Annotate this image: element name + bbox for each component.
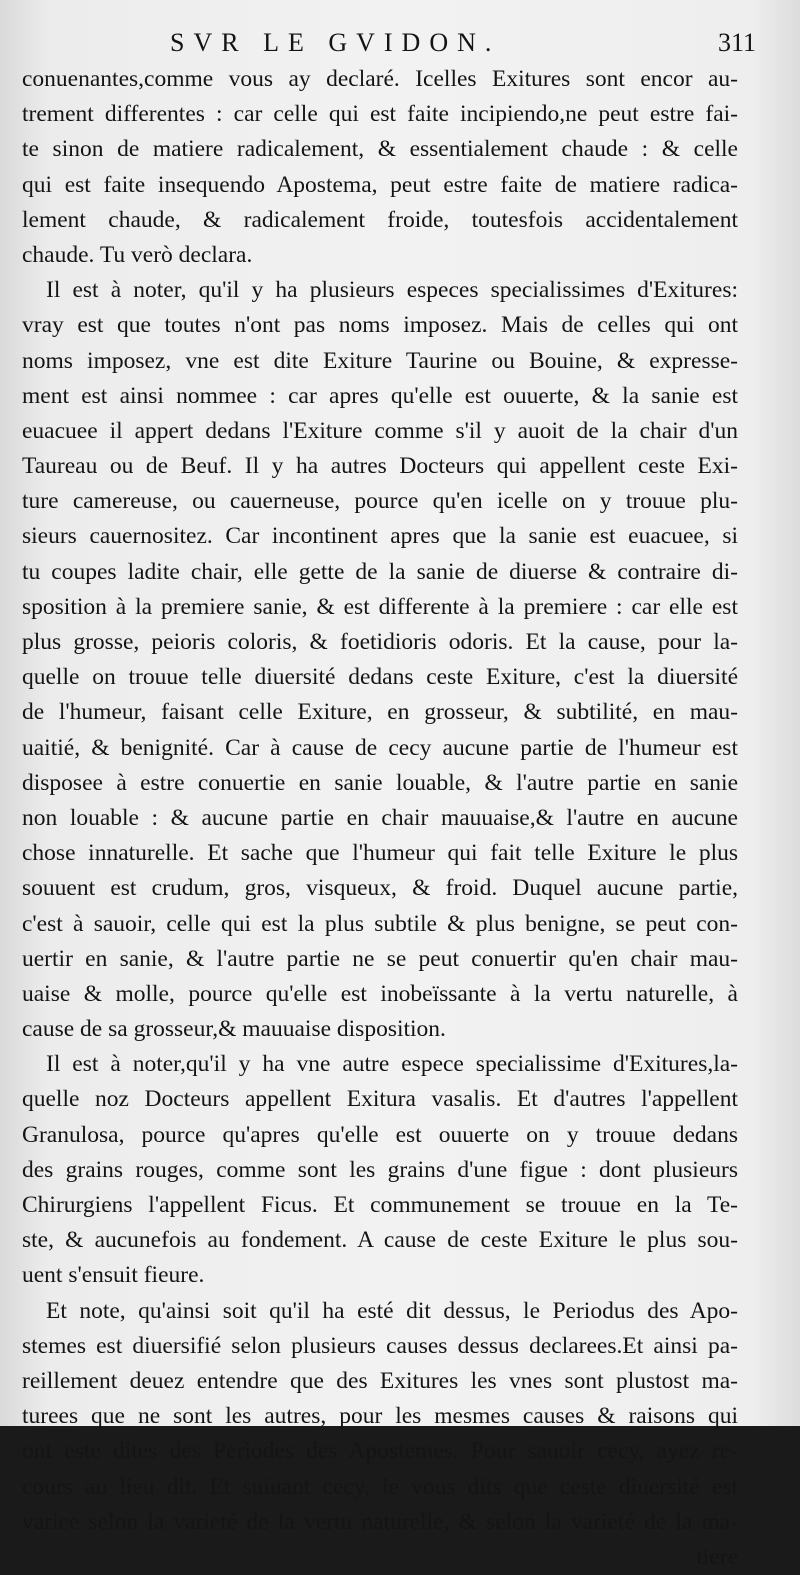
- text-line: sieurs cauernositez. Car incontinent apres que la sanie est euacuee, si: [22, 523, 738, 550]
- text-line: Granulosa, pource qu'apres qu'elle est ouuerte on y trouue dedans: [22, 1121, 738, 1148]
- text-line: turees que ne sont les autres, pour les mesmes causes & raisons qui: [22, 1403, 738, 1430]
- text-line: souuent est crudum, gros, visqueux, & froid. Duquel aucune partie,: [22, 875, 738, 902]
- text-line: Chirurgiens l'appellent Ficus. Et communement se trouue en la Te-: [22, 1192, 738, 1218]
- text-line: uent s'ensuit fieure.: [22, 1262, 205, 1289]
- text-line: sposition à la premiere sanie, & est differente à la premiere : car elle est: [22, 593, 738, 620]
- catchword: tiere: [696, 1543, 738, 1570]
- text-line: euacuee il appert dedans l'Exiture comme s'il y auoit de la chair d'un: [22, 417, 738, 444]
- text-line: ture camereuse, ou cauerneuse, pource qu'en icelle on y trouue plu-: [22, 488, 738, 515]
- text-line: te sinon de matiere radicalement, & essentialement chaude : & celle: [22, 136, 738, 163]
- text-line: reillement deuez entendre que des Exitures les vnes sont plustost ma-: [22, 1367, 738, 1394]
- page-number: 311: [717, 28, 756, 57]
- text-line: c'est à sauoir, celle qui est la plus subtile & plus benigne, se peut con-: [22, 910, 738, 937]
- text-line: Taureau ou de Beuf. Il y ha autres Docteurs qui appellent ceste Exi-: [22, 453, 738, 480]
- text-line: plus grosse, peioris coloris, & foetidioris odoris. Et la cause, pour la-: [22, 629, 738, 655]
- text-line: disposee à estre conuertie en sanie louable, & l'autre partie en sanie: [22, 769, 738, 796]
- text-line: ont este dites des Periodes des Apostemes. Pour sauoir cecy, ayez re-: [22, 1438, 738, 1465]
- text-line: uaitié, & benignité. Car à cause de cecy aucune partie de l'humeur est: [22, 734, 738, 761]
- text-line: non louable : & aucune partie en chair mauuaise,& l'autre en aucune: [22, 804, 738, 831]
- text-line: chaude. Tu verò declara.: [22, 241, 253, 268]
- text-line: des grains rouges, comme sont les grains d'une figue : dont plusieurs: [22, 1156, 738, 1183]
- text-line: ste, & aucunefois au fondement. A cause de ceste Exiture le plus sou-: [22, 1227, 738, 1254]
- text-line: cours au lieu dit. Et suiuant cecy, ie vous dits que ceste diuersité est: [22, 1473, 738, 1500]
- text-line: tu coupes ladite chair, elle gette de la sanie de diuerse & contraire di-: [22, 558, 738, 585]
- text-line: noms imposez, vne est dite Exiture Taurine ou Bouine, & expresse-: [22, 347, 738, 374]
- text-line: Et note, qu'ainsi soit qu'il ha esté dit dessus, le Periodus des Apo-: [46, 1297, 738, 1324]
- text-line: variee selon la varieté de la vertu naturelle, & selon la varieté de la ma-: [22, 1508, 738, 1535]
- text-line: trement differentes : car celle qui est faite incipiendo,ne peut estre fai-: [22, 101, 738, 128]
- text-line: uaise & molle, pource qu'elle est inobeïssante à la vertu naturelle, à: [22, 980, 738, 1007]
- text-line: Il est à noter, qu'il y ha plusieurs especes specialissimes d'Exitures:: [46, 277, 738, 304]
- running-header: [0, 28, 800, 60]
- text-line: vray est que toutes n'ont pas noms imposez. Mais de celles qui ont: [22, 312, 738, 339]
- text-line: qui est faite insequendo Apostema, peut estre faite de matiere radica-: [22, 171, 738, 198]
- text-line: chose innaturelle. Et sache que l'humeur qui fait telle Exiture le plus: [22, 840, 738, 867]
- text-line: uertir en sanie, & l'autre partie ne se peut conuertir qu'en chair mau-: [22, 945, 738, 972]
- body-text: [22, 62, 738, 1575]
- text-line: stemes est diuersifié selon plusieurs causes dessus declarees.Et ainsi pa-: [22, 1332, 738, 1359]
- text-line: Il est à noter,qu'il y ha vne autre espece specialissime d'Exitures,la-: [46, 1051, 738, 1078]
- text-line: lement chaude, & radicalement froide, toutesfois accidentalement: [22, 206, 738, 233]
- running-title: SVR LE GVIDON.: [170, 28, 501, 57]
- text-line: conuenantes,comme vous ay declaré. Icelles Exitures sont encor au-: [22, 66, 738, 92]
- text-line: de l'humeur, faisant celle Exiture, en grosseur, & subtilité, en mau-: [22, 699, 738, 726]
- text-line: quelle noz Docteurs appellent Exitura vasalis. Et d'autres l'appellent: [22, 1086, 738, 1113]
- text-line: ment est ainsi nommee : car apres qu'elle est ouuerte, & la sanie est: [22, 382, 738, 409]
- text-line: cause de sa grosseur,& mauuaise disposition.: [22, 1016, 446, 1043]
- text-line: quelle on trouue telle diuersité dedans ceste Exiture, c'est la diuersité: [22, 664, 738, 691]
